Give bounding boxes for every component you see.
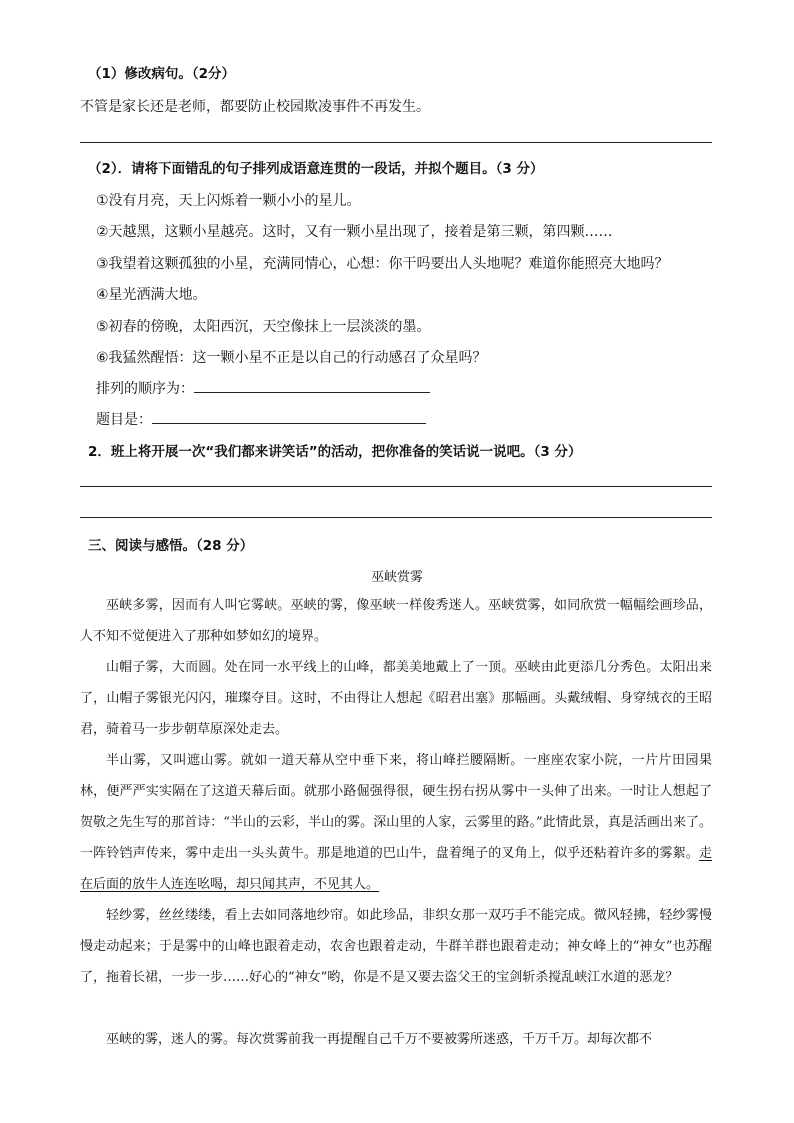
article-paragraph-4: 轻纱雾，丝丝缕缕，看上去如同落地纱帘。如此珍品，非织女那一双巧手不能完成。微风轻拂，轻纱雾慢慢走动起来；于是雾中的山峰也跟着走动，农舍也跟着走动，牛群羊群也跟着走动；神女峰上的“神女”也苏醒了，拖着长裙，一步一步……好心的“神女”哟，你是不是又要去盗父王的宝剑斩杀搅乱峡江水道的恶龙？ — [80, 908, 712, 985]
q2-item-2: ②天越黑，这颗小星越亮。这时，又有一颗小星出现了，接着是第三颗，第四颗…… — [96, 224, 613, 240]
article-paragraph-1: 巫峡多雾，因而有人叫它雾峡。巫峡的雾，像巫峡一样俊秀迷人。巫峡赏雾，如同欣赏一幅幅绘画珍品，人不知不觉便进入了那种如梦如幻的境界。 — [80, 598, 712, 644]
underlined-sentence: 走在后面的放牛人连连吆喝，却只闻其声，不见其人。 — [80, 846, 712, 892]
q1-title: （1）修改病句。（2分） — [88, 66, 236, 82]
q3-answer-line-1[interactable] — [80, 486, 712, 487]
q1-answer-line[interactable] — [80, 142, 712, 143]
q2-title-row — [96, 409, 426, 429]
q2-order-row — [96, 378, 430, 398]
q2-item-6: ⑥我猛然醒悟：这一颗小星不正是以自己的行动感召了众星吗？ — [96, 350, 487, 366]
article-paragraph-2: 山帽子雾，大而圆。处在同一水平线上的山峰，都美美地戴上了一顶。巫峡由此更添几分秀色。太阳出来了，山帽子雾银光闪闪，璀璨夺目。这时，不由得让人想起《昭君出塞》那幅画。头戴绒帽、身穿绒衣的王昭君，骑着马一步步朝草原深处走去。 — [80, 660, 712, 737]
q1-faulty-sentence: 不管是家长还是老师，都要防止校园欺凌事件不再发生。 — [80, 99, 430, 115]
article-paragraph-3 — [80, 745, 712, 900]
article-paragraph-3-text: 半山雾，又叫遮山雾。就如一道天幕从空中垂下来，将山峰拦腰隔断。一座座农家小院，一片片田园果林，便严严实实隔在了这道天幕后面。就那小路倔强得很，硬生拐右拐从雾中一头伸了出来。一时让人想起了贺敬之先生写的那首诗：“半山的云彩，半山的雾。深山里的人家，云雾里的路。”此情此景，真是活画出来了。一阵铃铛声传来，雾中走出一头头黄牛。那是地道的巴山牛，盘着绳子的叉角上，似乎还粘着许多的雾絮。 — [80, 753, 712, 861]
q2-title-blank[interactable] — [152, 409, 426, 424]
q2-order-blank[interactable] — [194, 378, 430, 393]
q3-question: 2．班上将开展一次“我们都来讲笑话”的活动，把你准备的笑话说一说吧。（3 分） — [88, 444, 582, 460]
q2-title-label: 题目是： — [96, 412, 152, 428]
q2-item-3: ③我望着这颗孤独的小星，充满同情心，心想：你干吗要出人头地呢？难道你能照亮大地吗？ — [96, 256, 669, 272]
q2-item-5: ⑤初春的傍晚，太阳西沉，天空像抹上一层淡淡的墨。 — [96, 319, 431, 335]
article-title: 巫峡赏雾 — [370, 570, 423, 585]
q2-item-4: ④星光洒满大地。 — [96, 287, 207, 303]
section3-heading: 三、阅读与感悟。（28 分） — [88, 538, 254, 554]
q2-order-label: 排列的顺序为： — [96, 381, 194, 397]
q2-title: （2）．请将下面错乱的句子排列成语意连贯的一段话，并拟个题目。（3 分） — [88, 161, 544, 177]
q3-answer-line-2[interactable] — [80, 517, 712, 518]
q2-item-1: ①没有月亮，天上闪烁着一颗小小的星儿。 — [96, 193, 361, 209]
article-paragraph-5: 巫峡的雾，迷人的雾。每次赏雾前我一再提醒自己千万不要被雾所迷惑，千万千万。却每次都不 — [106, 1032, 653, 1047]
